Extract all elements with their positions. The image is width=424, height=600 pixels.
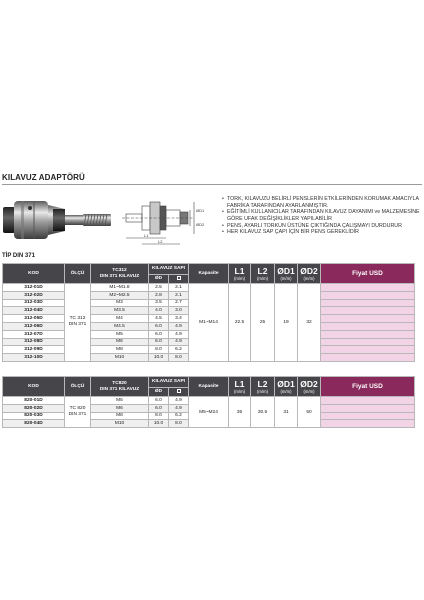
table-row: 312-08D M6 6.0 4.9 — [3, 338, 415, 346]
header-l1: L1 (m/m) — [229, 264, 251, 284]
header-tap: TC312 DIN 371 KILAVUZ — [91, 264, 149, 284]
l1-cell: 35 — [229, 397, 251, 428]
tap-adapter-photo — [3, 193, 113, 247]
price-cell[interactable] — [321, 412, 415, 420]
price-cell[interactable] — [321, 291, 415, 299]
note-item: • PENS, AYARLI TORKUN ÜSTÜNE ÇIKTIĞINDA ÇALIŞMAYI DURDURUR — [222, 222, 402, 229]
kapasite-cell: M1~M14 — [189, 284, 229, 362]
price-cell[interactable] — [321, 299, 415, 307]
header-olcu: ÖLÇÜ — [65, 264, 91, 284]
header-od: ØD — [149, 275, 169, 284]
price-cell[interactable] — [321, 330, 415, 338]
table-row: 820-02D M6 6.0 4.9 — [3, 404, 415, 412]
header-d2: ØD2 (m/m) — [298, 377, 321, 397]
price-cell[interactable] — [321, 397, 415, 405]
header-tap: TC820 DIN 371 KILAVUZ — [91, 377, 149, 397]
note-item: • HER KILAVUZ SAP ÇAPI İÇİN BİR PENS GEREKLİDİR — [222, 229, 359, 236]
header-price: Fiyat USD — [321, 377, 415, 397]
bullet-icon: • — [222, 222, 224, 229]
table-row: 312-09D M8 8.0 6.2 — [3, 346, 415, 354]
price-cell[interactable] — [321, 315, 415, 323]
header-d1: ØD1 (m/m) — [275, 377, 298, 397]
olcu-cell: TC 820 DIN 371 — [65, 397, 91, 428]
l2-cell: 25 — [251, 284, 275, 362]
header-shank: KILAVUZ SAPI — [149, 264, 189, 275]
l1-cell: 22.5 — [229, 284, 251, 362]
header-kod: KOD — [3, 264, 65, 284]
price-cell[interactable] — [321, 354, 415, 362]
price-cell[interactable] — [321, 346, 415, 354]
header-d1: ØD1 (m/m) — [275, 264, 298, 284]
bullet-icon: • — [222, 196, 224, 202]
header-price: Fiyat USD — [321, 264, 415, 284]
table-row: 312-02D M2~M2.5 2.8 2.1 — [3, 291, 415, 299]
spec-table-tc820 — [2, 376, 415, 428]
table-row: 820-03D M8 8.0 6.2 — [3, 412, 415, 420]
note-item: • TORK, KILAVUZU BELİRLİ PENSLERİN ETKİLERİNDEN KORUMAK AMACIYLA FABRİKA TARAFINDAN AYARLANMIŞTIR. — [222, 196, 419, 209]
table-row: 312-03D M3 3.5 2.7 — [3, 299, 415, 307]
header-kod: KOD — [3, 377, 65, 397]
table-row: 312-01D TC 312 DIN 371 M1~M1.8 2.5 2.1 M1~M14 22.5 25 19 32 — [3, 284, 415, 292]
table-row: 820-01D TC 820 DIN 371 M5 6.0 4.9 M5~M24 35 30.5 31 50 — [3, 397, 415, 405]
price-cell[interactable] — [321, 322, 415, 330]
feature-notes — [222, 196, 422, 236]
bullet-icon: • — [222, 209, 224, 216]
note-item: • EĞİTİMLİ KULLANICILAR TARAFINDAN KILAVUZ DAYANIMI ve MALZEMESİNE GÖRE UFAK DEĞİŞİKLİKLER YAPILABİLİR — [222, 209, 420, 222]
l2-cell: 30.5 — [251, 397, 275, 428]
title-divider — [2, 184, 422, 185]
drawing-label-l1: L1 — [144, 233, 149, 238]
header-olcu: ÖLÇÜ — [65, 377, 91, 397]
header-d2: ØD2 (m/m) — [298, 264, 321, 284]
drawing-label-l2: L2 — [158, 239, 163, 244]
drawing-label-d1: ØD1 — [196, 208, 205, 213]
kapasite-cell: M5~M24 — [189, 397, 229, 428]
table-row: 312-05D M4 4.5 3.4 — [3, 315, 415, 323]
header-kapasite: Kapasite — [189, 264, 229, 284]
page-title: KILAVUZ ADAPTÖRÜ — [2, 173, 85, 182]
price-cell[interactable] — [321, 338, 415, 346]
square-icon — [169, 388, 189, 397]
table-row: 312-07D M5 6.0 4.9 — [3, 330, 415, 338]
table-row: 312-06D M4.5 6.0 4.9 — [3, 322, 415, 330]
drawing-label-d2: ØD2 — [196, 222, 205, 227]
square-icon — [169, 275, 189, 284]
bullet-icon: • — [222, 229, 224, 236]
price-cell[interactable] — [321, 404, 415, 412]
series-label: TİP DIN 371 — [2, 253, 35, 259]
d1-cell: 31 — [275, 397, 298, 428]
price-cell[interactable] — [321, 420, 415, 428]
olcu-cell: TC 312 DIN 371 — [65, 284, 91, 362]
spec-table-tc312 — [2, 263, 415, 362]
header-l1: L1 (m/m) — [229, 377, 251, 397]
header-od: ØD — [149, 388, 169, 397]
table-row: 820-04D M10 10.0 8.0 — [3, 420, 415, 428]
header-l2: L2 (m/m) — [251, 377, 275, 397]
table-row: 312-10D M10 10.0 8.0 — [3, 354, 415, 362]
header-l2: L2 (m/m) — [251, 264, 275, 284]
d2-cell: 50 — [298, 397, 321, 428]
header-kapasite: Kapasite — [189, 377, 229, 397]
d2-cell: 32 — [298, 284, 321, 362]
table-row: 312-04D M3.5 4.0 3.0 — [3, 307, 415, 315]
d1-cell: 19 — [275, 284, 298, 362]
price-cell[interactable] — [321, 307, 415, 315]
price-cell[interactable] — [321, 284, 415, 292]
header-shank: KILAVUZ SAPI — [149, 377, 189, 388]
technical-drawing — [120, 192, 216, 248]
